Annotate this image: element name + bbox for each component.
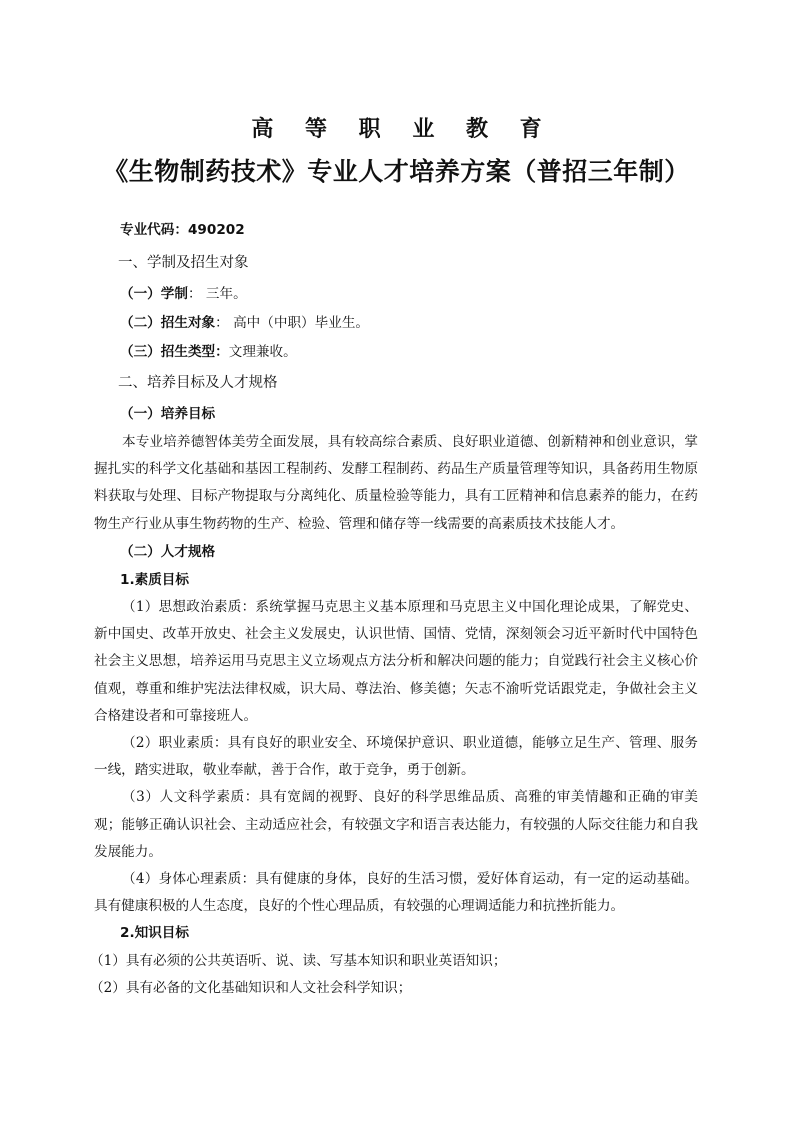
quality-item xyxy=(94,866,698,920)
quality-item xyxy=(94,594,698,730)
knowledge-item-text: （2）具有必备的文化基础知识和人文社会科学知识； xyxy=(90,979,412,996)
document-title: 《生物制药技术》专业人才培养方案（普招三年制） xyxy=(103,157,690,186)
knowledge-item xyxy=(90,975,698,1002)
knowledge-item-text: （1）具有必须的公共英语听、说、读、写基本知识和职业英语知识； xyxy=(90,952,507,969)
section1-item xyxy=(94,338,698,367)
item-value: 高中（中职）毕业生。 xyxy=(228,315,370,331)
spec-heading: （二）人才规格 xyxy=(120,543,216,560)
section1-heading: 一、学制及招生对象 xyxy=(118,255,249,271)
item-label: 招生类型 xyxy=(160,344,216,360)
major-code-value: 490202 xyxy=(187,222,245,238)
major-code xyxy=(94,214,698,247)
quality-item-text: （2）职业素质：具有良好的职业安全、环境保护意识、职业道德，能够立足生产、管理、服务一线，踏实进取，敬业奉献，善于合作，敢于竞争，勇于创新。 xyxy=(94,735,698,779)
item-value: 文理兼收。 xyxy=(228,344,297,360)
quality-item xyxy=(94,730,698,784)
item-sep: ： xyxy=(187,286,202,302)
section1-item xyxy=(94,280,698,309)
item-value: 三年。 xyxy=(201,286,247,302)
major-code-label: 专业代码： xyxy=(120,222,188,238)
item-label: 招生对象 xyxy=(160,315,216,331)
document-super-title: 高 等 职 业 教 育 xyxy=(251,117,554,142)
goal-text: 本专业培养德智体美劳全面发展，具有较高综合素质、良好职业道德、创新精神和创业意识，掌握扎实的科学文化基础和基因工程制药、发酵工程制药、药品生产质量管理等知识，具备药用生物原料获取与处理、目标产物提取与分离纯化、质量检验等能力，具有工匠精神和信息素养的能力，在药物生产行业从事生物药物的生产、检验、管理和储存等一线需要的高素质技术技能人才。 xyxy=(94,434,698,532)
item-prefix: （三） xyxy=(120,344,161,360)
item-sep: ： xyxy=(215,315,229,331)
item-label: 学制 xyxy=(160,286,188,302)
item-prefix: （一） xyxy=(120,286,161,302)
goal-paragraph xyxy=(94,429,698,538)
goal-heading: （一）培养目标 xyxy=(120,406,216,422)
quality-item-text: （1）思想政治素质：系统掌握马克思主义基本原理和马克思主义中国化理论成果，了解党史、新中国史、改革开放史、社会主义发展史，认识世情、国情、党情，深刻领会习近平新时代中国特色社会主义思想，培养运用马克思主义立场观点方法分析和解决问题的能力；自觉践行社会主义核心价值观，尊重和维护宪法法律权威，识大局、尊法治、修美德；矢志不渝听党话跟党走，争做社会主义合格建设者和可靠接班人。 xyxy=(94,599,698,724)
section1-item xyxy=(94,309,698,338)
knowledge-item xyxy=(90,948,698,975)
quality-item-text: （4）身体心理素质：具有健康的身体，良好的生活习惯，爱好体育运动，有一定的运动基础。具有健康积极的人生态度，良好的个性心理品质，有较强的心理调适能力和抗挫折能力。 xyxy=(94,871,698,915)
document-body xyxy=(90,214,698,1002)
section2-heading: 二、培养目标及人才规格 xyxy=(118,375,278,391)
quality-item-text: （3）人文科学素质：具有宽阔的视野、良好的科学思维品质、高雅的审美情趣和正确的审美观；能够正确认识社会、主动适应社会，有较强文字和语言表达能力，有较强的人际交往能力和自我发展能力。 xyxy=(94,789,698,860)
item-sep: ： xyxy=(215,344,229,360)
quality-item xyxy=(94,784,698,866)
knowledge-heading: 2.知识目标 xyxy=(120,925,189,942)
item-prefix: （二） xyxy=(120,315,161,331)
quality-heading: 1.素质目标 xyxy=(120,571,189,588)
